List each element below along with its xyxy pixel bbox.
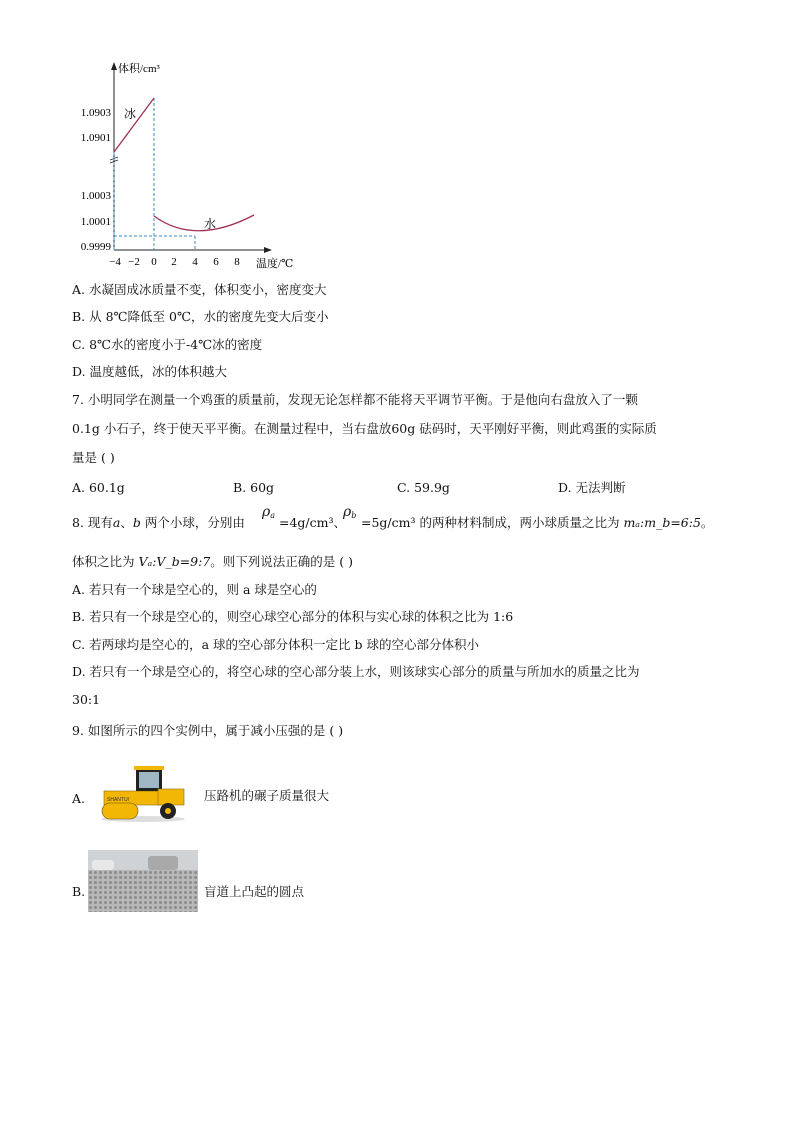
q8-density-a: =4g/cm³、	[279, 515, 347, 530]
q8-stem-line1-end	[361, 515, 713, 531]
x-tick-label: −2	[128, 256, 140, 268]
q8-mass-ratio: mₐ:m_b=6:5	[623, 515, 701, 530]
q6-option-d: D. 温度越低，冰的体积越大	[72, 364, 228, 379]
y-axis-arrow	[111, 62, 117, 70]
q8-text: =5g/cm³ 的两种材料制成，两小球质量之比为	[361, 515, 624, 530]
q9-stem: 9. 如图所示的四个实例中，属于减小压强的是 ( )	[72, 723, 344, 738]
water-series-label: 水	[204, 217, 217, 231]
q8-stem-line2	[72, 554, 353, 570]
parked-car	[92, 860, 114, 870]
q8-option-b: B. 若只有一个球是空心的，则空心球空心部分的体积与实心球的体积之比为 1:6	[72, 609, 514, 624]
q8-text: 、	[120, 515, 133, 530]
roller-drum	[102, 803, 138, 819]
q8-text: 8. 现有	[72, 515, 113, 530]
q9-option-a-label: A.	[72, 791, 86, 806]
q8-option-a: A. 若只有一个球是空心的，则 a 球是空心的	[72, 582, 317, 597]
q7-option-d: D. 无法判断	[558, 480, 626, 495]
x-tick-label: 4	[192, 256, 198, 268]
y-tick-label: 0.9999	[80, 241, 111, 253]
q8-stem-line1	[72, 515, 245, 531]
q8-text: 。则下列说法正确的是 ( )	[210, 554, 353, 569]
q7-stem-line3: 量是 ( )	[72, 450, 115, 465]
q7-stem-line1: 7. 小明同学在测量一个鸡蛋的质量前，发现无论怎样都不能将天平调节平衡。于是他向右盘放入了一颗	[72, 392, 638, 407]
rho-a-symbol: $\rho_a$	[262, 504, 276, 520]
ice-series-label: 冰	[124, 107, 137, 121]
q9-option-a-text: 压路机的碾子质量很大	[204, 788, 330, 803]
y-tick-label: 1.0003	[80, 190, 111, 202]
y-tick-label: 1.0001	[80, 216, 111, 228]
q7-stem-line2: 0.1g 小石子，终于使天平平衡。在测量过程中，当右盘放60g 砝码时，天平刚好平衡，则此鸡蛋的实际质	[72, 421, 657, 436]
x-axis-arrow	[264, 247, 272, 253]
x-tick-label: 6	[213, 256, 219, 268]
y-tick-label: 1.0903	[80, 107, 111, 119]
x-tick-label: 8	[234, 256, 240, 268]
q9-option-b-label: B.	[72, 884, 86, 899]
q8-text: 。	[700, 515, 714, 530]
q8-option-d-line1: D. 若只有一个球是空心的，将空心球的空心部分装上水，则该球实心部分的质量与所加水的质量之比为	[72, 664, 640, 679]
q8-text: 两个小球，分别由	[140, 515, 245, 530]
y-tick-labels	[81, 107, 112, 253]
q8-var-b: b	[132, 515, 141, 530]
x-tick-labels	[109, 256, 240, 268]
road-roller-image	[98, 761, 188, 823]
tactile-paving-surface	[88, 870, 198, 912]
parked-car	[148, 856, 178, 870]
x-tick-label: 2	[171, 256, 177, 268]
y-tick-label: 1.0901	[80, 132, 111, 144]
q8-volume-ratio: Vₐ:V_b=9:7	[138, 554, 211, 569]
roller-hub	[165, 808, 171, 814]
q6-option-c: C. 8℃水的密度小于-4℃冰的密度	[72, 337, 263, 352]
x-tick-label: −4	[109, 256, 121, 268]
x-tick-label: 0	[151, 256, 157, 268]
q6-option-b: B. 从 8℃降低至 0℃，水的密度先变大后变小	[72, 309, 329, 324]
roller-cab-window	[139, 772, 159, 788]
x-axis-label: 温度/℃	[256, 258, 294, 270]
roller-brand-text: SHANTUI	[107, 797, 129, 803]
q7-option-a: A. 60.1g	[72, 480, 125, 495]
rho-b-symbol: $\rho_b$	[343, 504, 357, 520]
y-axis-label: 体积/cm³	[118, 63, 160, 75]
q7-option-b: B. 60g	[233, 480, 275, 495]
tactile-paving-image	[88, 850, 198, 912]
q8-text: 体积之比为	[72, 554, 139, 569]
q8-option-d-line2: 30:1	[72, 692, 101, 707]
q7-option-c: C. 59.9g	[397, 480, 450, 495]
q8-var-a: a	[112, 515, 121, 530]
volume-temperature-chart	[80, 60, 320, 280]
roller-rear	[158, 789, 184, 805]
q8-option-c: C. 若两球均是空心的，a 球的空心部分体积一定比 b 球的空心部分体积小	[72, 637, 479, 652]
roller-cab-roof	[134, 766, 164, 770]
q9-option-b-text: 盲道上凸起的圆点	[204, 884, 305, 899]
q6-option-a: A. 水凝固成冰质量不变，体积变小，密度变大	[72, 282, 327, 297]
